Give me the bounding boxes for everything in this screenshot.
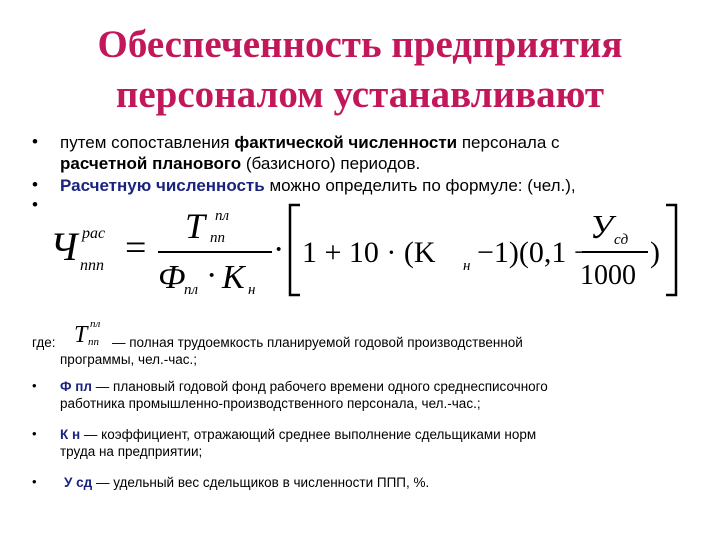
def-4-text bbox=[64, 474, 429, 491]
t-symbol-sup: пл bbox=[90, 318, 101, 330]
def-3-term: К н bbox=[60, 427, 81, 442]
formula-num-sub: пп bbox=[210, 230, 225, 246]
formula-lhs-sub: ппп bbox=[80, 257, 104, 274]
formula bbox=[50, 200, 690, 300]
bullet-1-bold2: расчетной планового bbox=[60, 154, 242, 173]
formula-den-phi-sub: пл bbox=[184, 282, 199, 298]
def-2-term: Ф пл bbox=[60, 379, 93, 394]
def-1-text: — полная трудоемкость планируемой годовой производственной bbox=[112, 335, 523, 350]
bullet-marker-1: • bbox=[32, 132, 38, 151]
def-3-desc: — коэффициент, отражающий среднее выполнение сдельщиками норм bbox=[80, 427, 537, 442]
bullet-marker-3: • bbox=[32, 195, 38, 214]
formula-mult-dot: · bbox=[273, 231, 285, 268]
bullet-1-text bbox=[60, 132, 560, 174]
bullet-2-text bbox=[60, 175, 576, 196]
def-2-desc: — плановый годовой фонд рабочего времени одного среднесписочного bbox=[92, 379, 548, 394]
formula-den-k: K bbox=[222, 259, 245, 296]
formula-den-dot: · bbox=[206, 257, 218, 294]
title-line-1: Обеспеченность предприятия bbox=[97, 23, 623, 66]
def-3-marker: • bbox=[32, 426, 37, 441]
def-4-desc: — удельный вес сдельщиков в численности ППП, %. bbox=[92, 475, 430, 490]
t-symbol-main: T bbox=[74, 322, 88, 348]
title-line-2: персоналом устанавливают bbox=[115, 73, 605, 116]
formula-close-paren: ) bbox=[650, 236, 660, 269]
t-symbol-sub: пп bbox=[88, 336, 99, 348]
def-3-line2: труда на предприятии; bbox=[60, 444, 203, 459]
def-2-marker: • bbox=[32, 378, 37, 393]
formula-inner-den: 1000 bbox=[580, 260, 636, 291]
formula-lhs-main: Ч bbox=[50, 224, 78, 269]
formula-num-t: T bbox=[185, 206, 206, 246]
bullet-2-highlight: Расчетную численность bbox=[60, 176, 265, 195]
bullet-1-bold1: фактической численности bbox=[234, 133, 458, 152]
formula-bracket-text: 1 + 10 · (K bbox=[302, 236, 436, 269]
bullet-1-mid: персонала с bbox=[457, 133, 560, 152]
formula-inner-num-sub: сд bbox=[614, 232, 629, 248]
formula-k-sub-2: н bbox=[463, 258, 471, 274]
def-2-text bbox=[60, 378, 548, 395]
formula-bracket-right bbox=[666, 205, 676, 295]
formula-lhs-sup: рас bbox=[82, 225, 106, 242]
formula-inner-num: У bbox=[590, 209, 613, 246]
def-4-term: У сд bbox=[64, 475, 93, 490]
bullet-2-rest: можно определить по формуле: (чел.), bbox=[264, 176, 576, 195]
def-1-line2: программы, чел.-час.; bbox=[60, 352, 198, 367]
formula-bracket-left bbox=[290, 205, 300, 295]
where-label: где: bbox=[32, 335, 56, 350]
formula-num-sup: пл bbox=[215, 208, 230, 224]
bullet-1-pre: путем сопоставления bbox=[60, 133, 235, 152]
bullet-marker-2: • bbox=[32, 175, 38, 194]
slide-title bbox=[0, 20, 720, 120]
def-4-marker: • bbox=[32, 474, 37, 489]
def-2-line2: работника промышленно-производственного персонала, чел.-час.; bbox=[60, 396, 481, 411]
def-3-text bbox=[60, 426, 536, 443]
formula-equals: = bbox=[125, 227, 147, 269]
formula-den-k-sub: н bbox=[248, 282, 256, 298]
bullet-1-post: (базисного) периодов. bbox=[241, 154, 421, 173]
formula-den-phi: Ф bbox=[158, 259, 186, 296]
formula-paren-part: −1)(0,1 − bbox=[477, 236, 591, 269]
t-symbol bbox=[72, 318, 112, 350]
